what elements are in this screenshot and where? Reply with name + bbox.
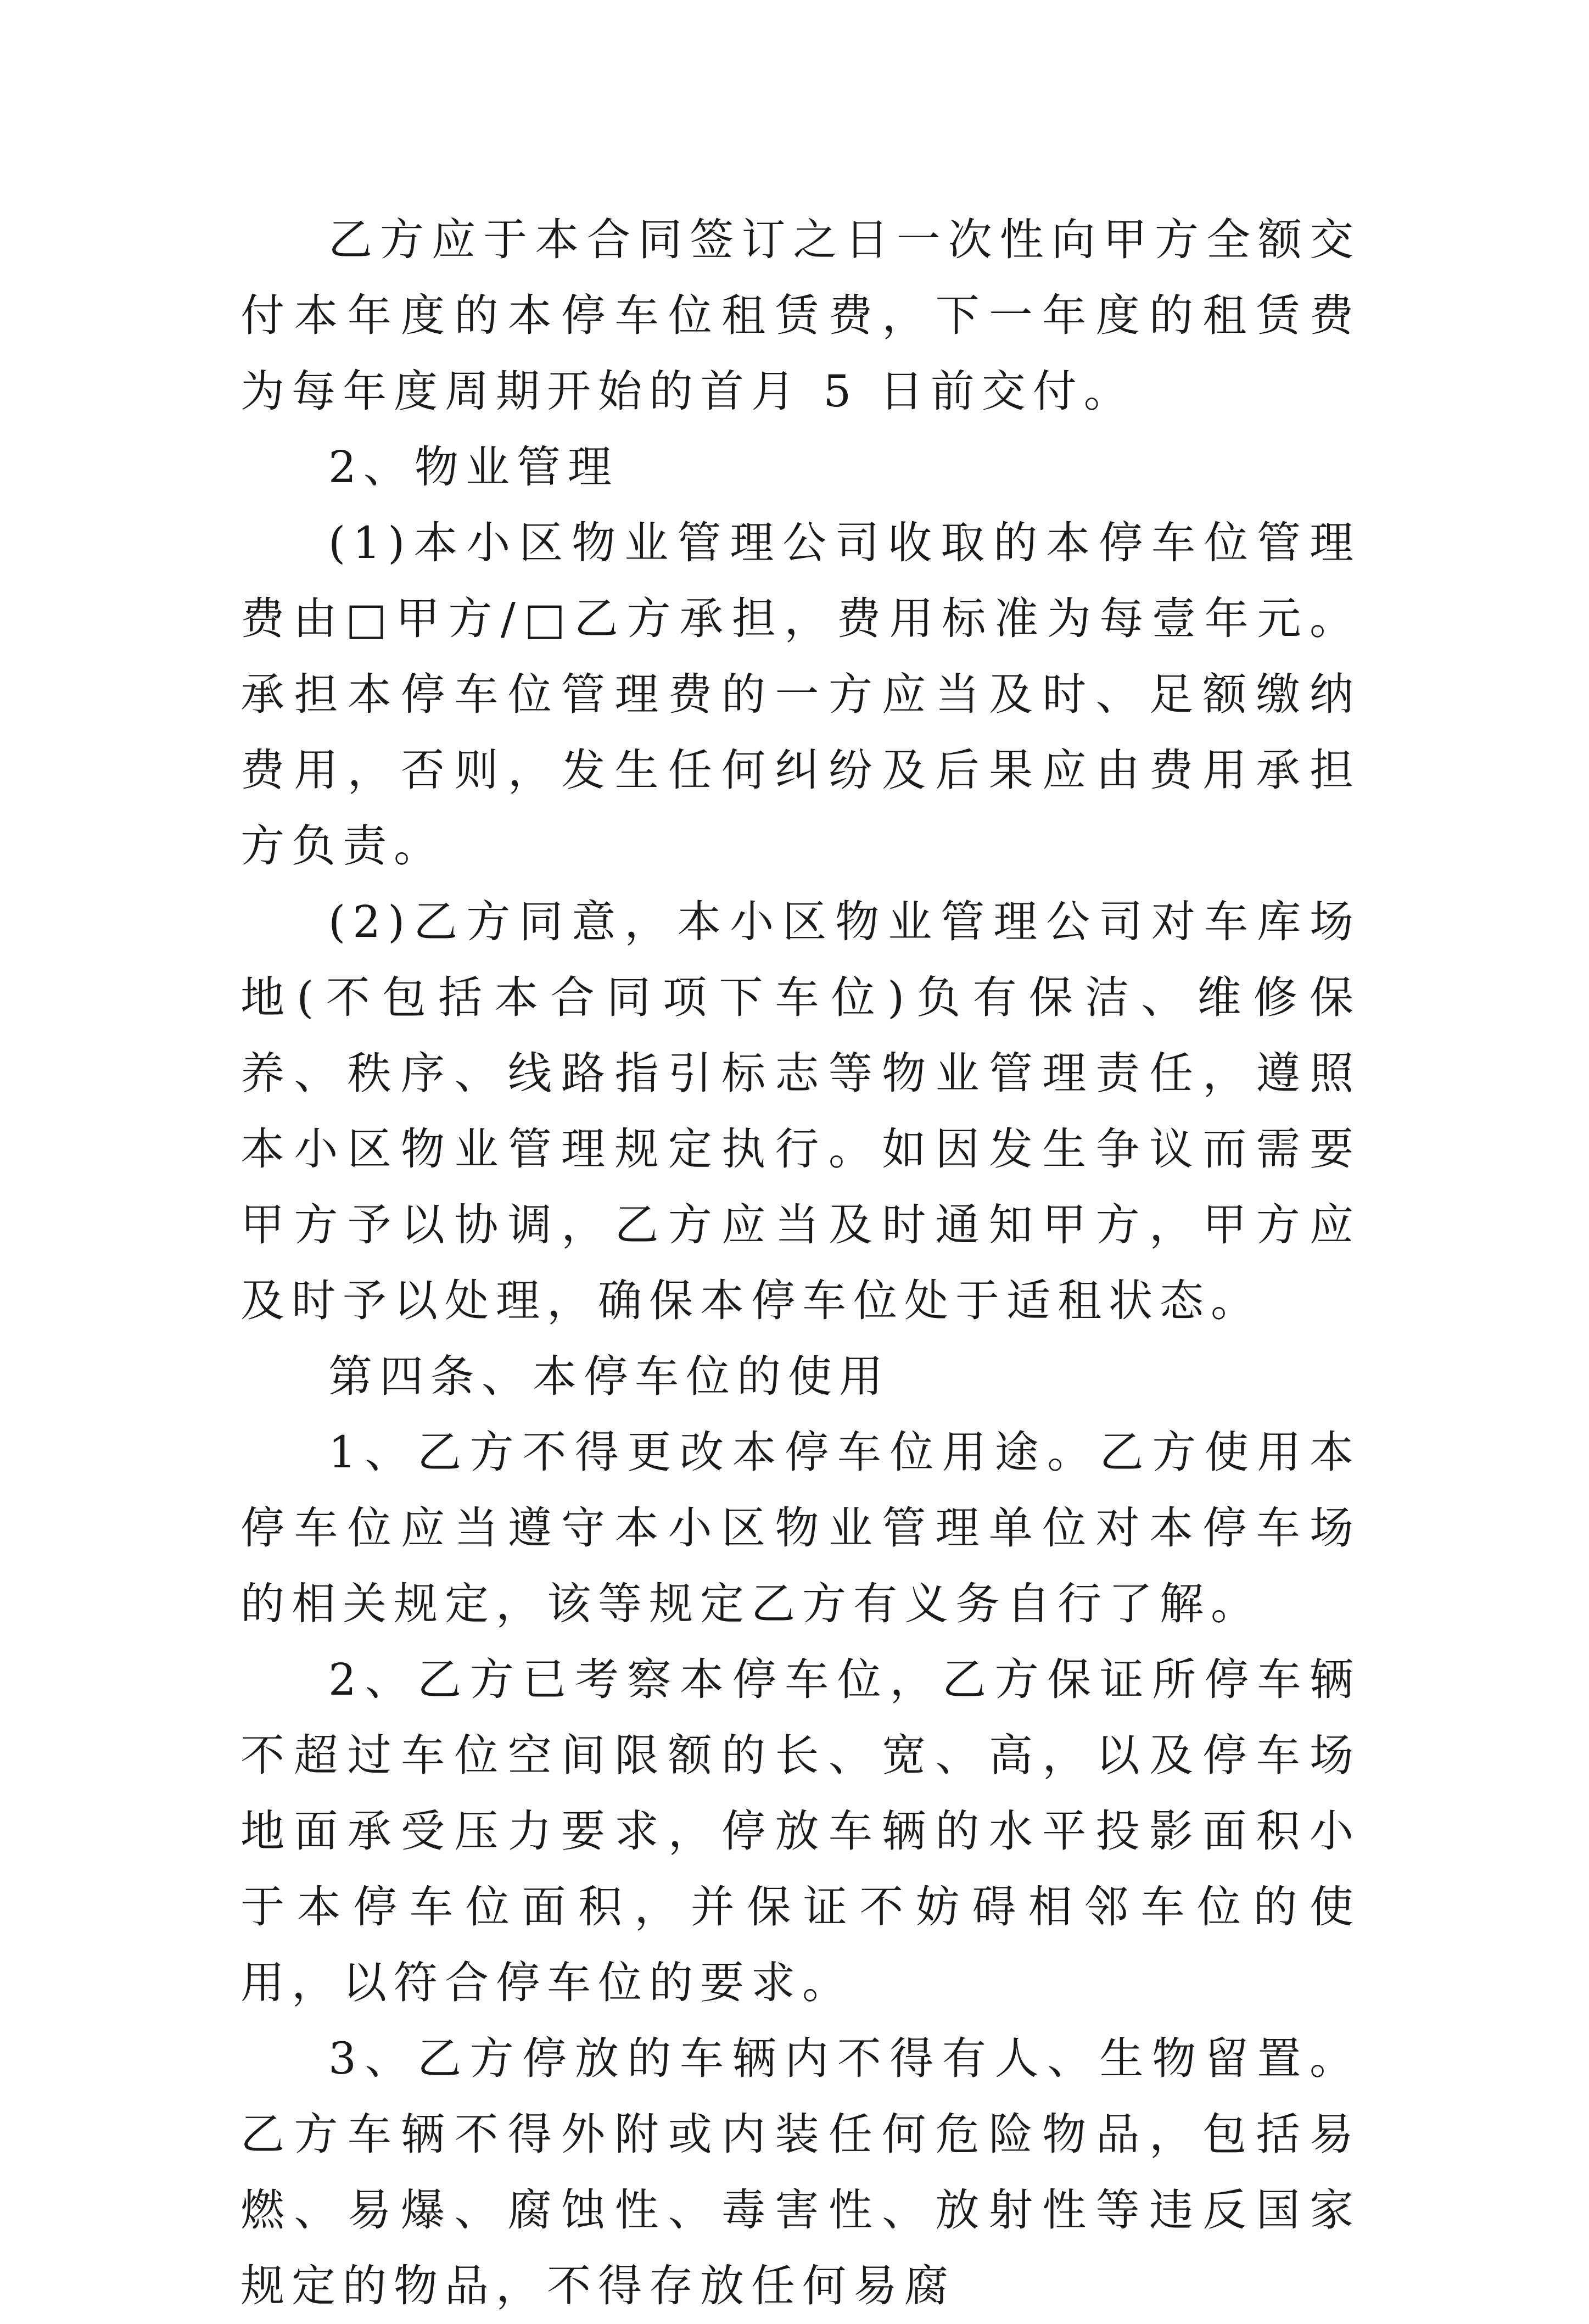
paragraph-usage-rule-3: 3、乙方停放的车辆内不得有人、生物留置。乙方车辆不得外附或内装任何危险物品，包括易燃、易爆、腐蚀性、毒害性、放射性等违反国家规定的物品，不得存放任何易腐 [240,2033,1361,2311]
paragraph-management-duties: (2)乙方同意，本小区物业管理公司对车库场地(不包括本合同项下车位)负有保洁、维修保养、秩序、线路指引标志等物业管理责任，遵照本小区物业管理规定执行。如因发生争议而需要甲方予以协调，乙方应当及时通知甲方，甲方应及时予以处理，确保本停车位处于适租状态。 [240,896,1361,1326]
paragraph-management-fee: (1)本小区物业管理公司收取的本停车位管理费由□甲方/□乙方承担，费用标准为每壹年元。承担本停车位管理费的一方应当及时、足额缴纳费用，否则，发生任何纠纷及后果应由费用承担方负责。 [240,517,1361,872]
heading-article-four: 第四条、本停车位的使用 [328,1351,890,1402]
paragraph-rent-payment: 乙方应于本合同签订之日一次性向甲方全额交付本年度的本停车位租赁费，下一年度的租赁费为每年度周期开始的首月 5 日前交付。 [240,214,1361,417]
paragraph-usage-rule-1: 1、乙方不得更改本停车位用途。乙方使用本停车位应当遵守本小区物业管理单位对本停车场的相关规定，该等规定乙方有义务自行了解。 [240,1427,1361,1629]
document-body [240,202,1361,2324]
paragraph-usage-rule-2: 2、乙方已考察本停车位，乙方保证所停车辆不超过车位空间限额的长、宽、高，以及停车场地面承受压力要求，停放车辆的水平投影面积小于本停车位面积，并保证不妨碍相邻车位的使用，以符合停车位的要求。 [240,1654,1361,2008]
heading-property-management: 2、物业管理 [328,442,619,493]
